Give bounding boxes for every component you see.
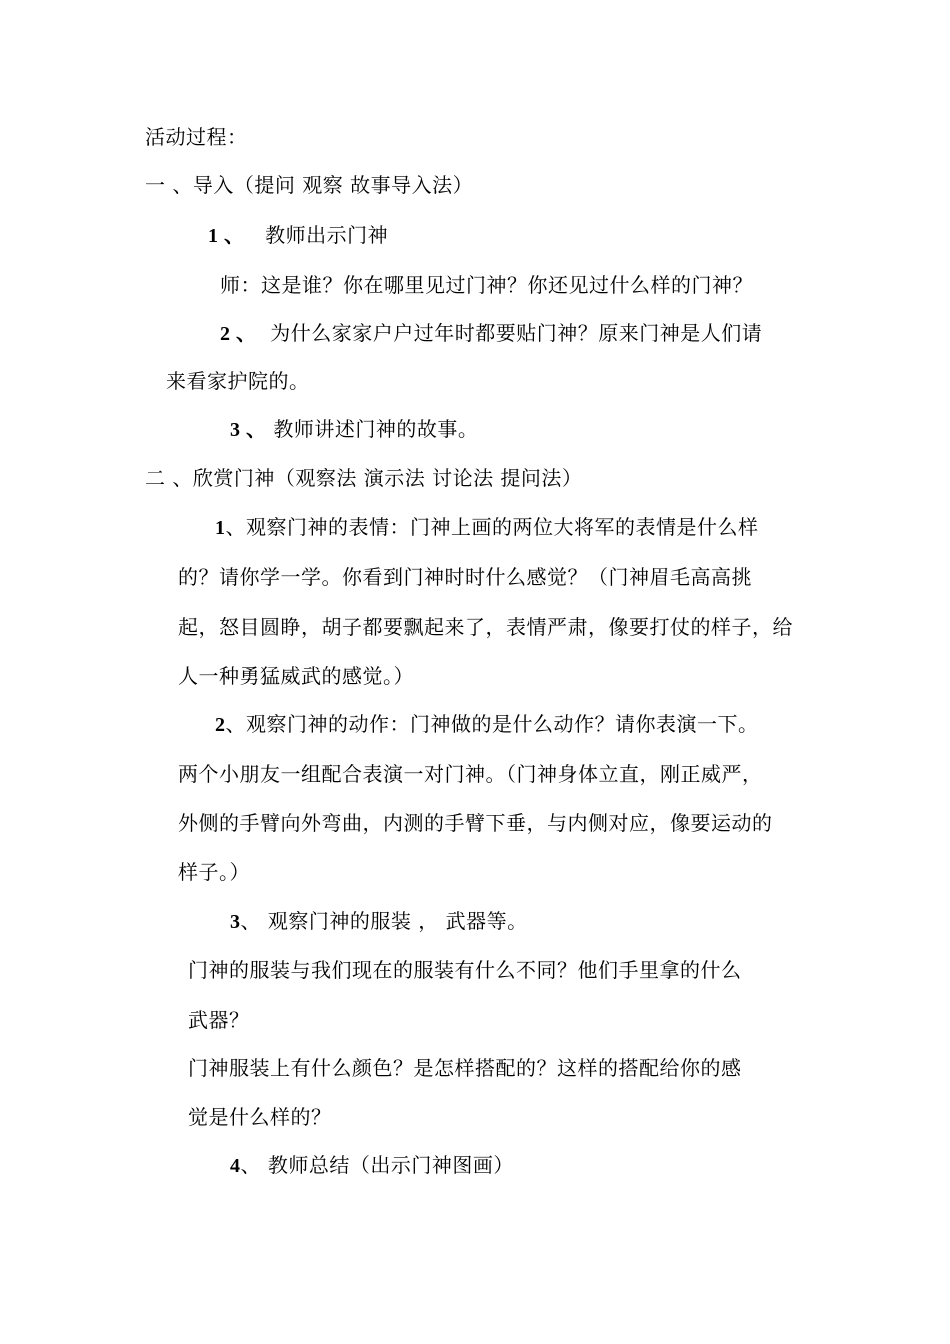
item3-number: 3 、 xyxy=(230,419,267,441)
p4-text: 、 教师总结（出示门神图画） xyxy=(240,1153,514,1177)
section1-title: 一 、导入（提问 观察 故事导入法） xyxy=(145,173,474,197)
section2-p2-line4: 样子。） xyxy=(178,860,250,884)
section2-p2-line2: 两个小朋友一组配合表演一对门神。（门神身体立直，刚正威严， xyxy=(178,762,763,786)
item1-number: 1 、 xyxy=(208,225,245,247)
section2-q2-line1: 门神服装上有什么颜色？是怎样搭配的？这样的搭配给你的感 xyxy=(188,1056,742,1080)
section2-p3 xyxy=(230,908,528,935)
section2-title: 二 、欣赏门神（观察法 演示法 讨论法 提问法） xyxy=(145,466,583,490)
section2-q1-line1: 门神的服装与我们现在的服装有什么不同？他们手里拿的什么 xyxy=(188,958,742,982)
item2-text: 为什么家家户户过年时都要贴门神？原来门神是人们请 xyxy=(270,321,763,345)
item2-number: 2 、 xyxy=(220,323,257,345)
section2-p1-line1 xyxy=(215,514,759,541)
section1-item2-line2: 来看家护院的。 xyxy=(166,369,310,393)
section2-p1-line4: 人一种勇猛威武的感觉。） xyxy=(178,664,414,688)
item3-text: 教师讲述门神的故事。 xyxy=(273,417,479,441)
section1-item1-detail: 师：这是谁？你在哪里见过门神？你还见过什么样的门神？ xyxy=(220,273,753,297)
section2-p2-line3: 外侧的手臂向外弯曲，内测的手臂下垂，与内侧对应，像要运动的 xyxy=(178,811,773,835)
section1-item1 xyxy=(208,222,388,249)
section2-q2-line2: 觉是什么样的？ xyxy=(188,1105,332,1129)
section1-item2-line1 xyxy=(220,320,762,347)
p1-text: 、观察门神的表情：门神上画的两位大将军的表情是什么样 xyxy=(225,515,759,539)
section2-p1-line2: 的？请你学一学。你看到门神时时什么感觉？（门神眉毛高高挑 xyxy=(178,565,752,589)
p2-number: 2 xyxy=(215,714,226,736)
p4-number: 4 xyxy=(230,1155,241,1177)
p1-number: 1 xyxy=(215,517,226,539)
section2-p4 xyxy=(230,1152,514,1179)
p3-text: 、 观察门神的服装 ， 武器等。 xyxy=(240,909,528,933)
item1-text: 教师出示门神 xyxy=(265,223,389,247)
section2-p1-line3: 起，怒目圆睁，胡子都要飘起来了，表情严肃，像要打仗的样子，给 xyxy=(178,615,793,639)
section2-q1-line2: 武器？ xyxy=(188,1008,250,1032)
heading: 活动过程： xyxy=(145,125,248,149)
p3-number: 3 xyxy=(230,911,241,933)
section2-p2-line1 xyxy=(215,711,759,738)
section1-item3 xyxy=(230,416,478,443)
p2-text: 、观察门神的动作：门神做的是什么动作？请你表演一下。 xyxy=(225,712,759,736)
